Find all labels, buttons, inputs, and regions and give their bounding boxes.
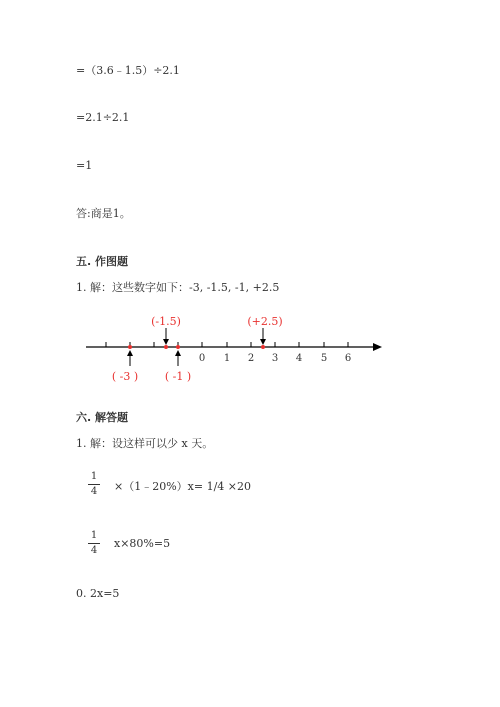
tick-label-1: 1 [223, 353, 231, 364]
tick-label-4: 4 [295, 353, 303, 364]
arrowhead-minus-1-5 [163, 339, 169, 345]
equation-line-2: x×80%=5 [114, 537, 171, 550]
section-heading-5: 五. 作图题 [76, 255, 129, 268]
fraction-bar [88, 484, 100, 485]
tick-label-3: 3 [271, 353, 279, 364]
arrowhead-plus-2-5 [260, 339, 266, 345]
point-minus-1-5 [164, 345, 168, 349]
step-line-1: =（3.6﹣1.5）÷2.1 [76, 64, 180, 77]
label-minus-3: ( -3 ) [111, 370, 139, 383]
answer-line: 答:商是1。 [76, 207, 131, 220]
arrowhead-minus-3 [127, 350, 133, 356]
solution-line-5: 1. 解：这些数字如下：-3, -1.5, -1, +2.5 [76, 281, 280, 294]
tick-label-2: 2 [247, 353, 255, 364]
number-line-figure [80, 310, 390, 390]
step-line-3: =1 [76, 159, 93, 172]
equation-line-1: ×（1﹣20%）x= 1/4 ×20 [114, 480, 251, 493]
label-minus-1: ( -1 ) [164, 370, 192, 383]
solution-line-6: 1. 解：设这样可以少 x 天。 [76, 437, 214, 450]
label-plus-2-5: (+2.5) [247, 315, 283, 328]
step-line-2: =2.1÷2.1 [76, 111, 130, 124]
fraction-denominator: 4 [90, 545, 98, 556]
section-heading-6: 六. 解答题 [76, 411, 129, 424]
fraction-numerator: 1 [90, 471, 98, 482]
fraction-denominator: 4 [90, 486, 98, 497]
point-minus-1 [176, 345, 180, 349]
arrowhead-minus-1 [175, 350, 181, 356]
axis-arrowhead [373, 343, 382, 351]
tick-label-0: 0 [198, 353, 206, 364]
fraction-one-quarter [88, 471, 100, 498]
point-plus-2-5 [261, 345, 265, 349]
point-minus-3 [128, 345, 132, 349]
label-minus-1-5: (-1.5) [151, 315, 181, 328]
tick-label-5: 5 [320, 353, 328, 364]
equation-line-3: 0. 2x=5 [76, 587, 120, 600]
fraction-numerator: 1 [90, 530, 98, 541]
fraction-bar [88, 543, 100, 544]
fraction-one-quarter-2 [88, 530, 100, 557]
tick-label-6: 6 [344, 353, 352, 364]
